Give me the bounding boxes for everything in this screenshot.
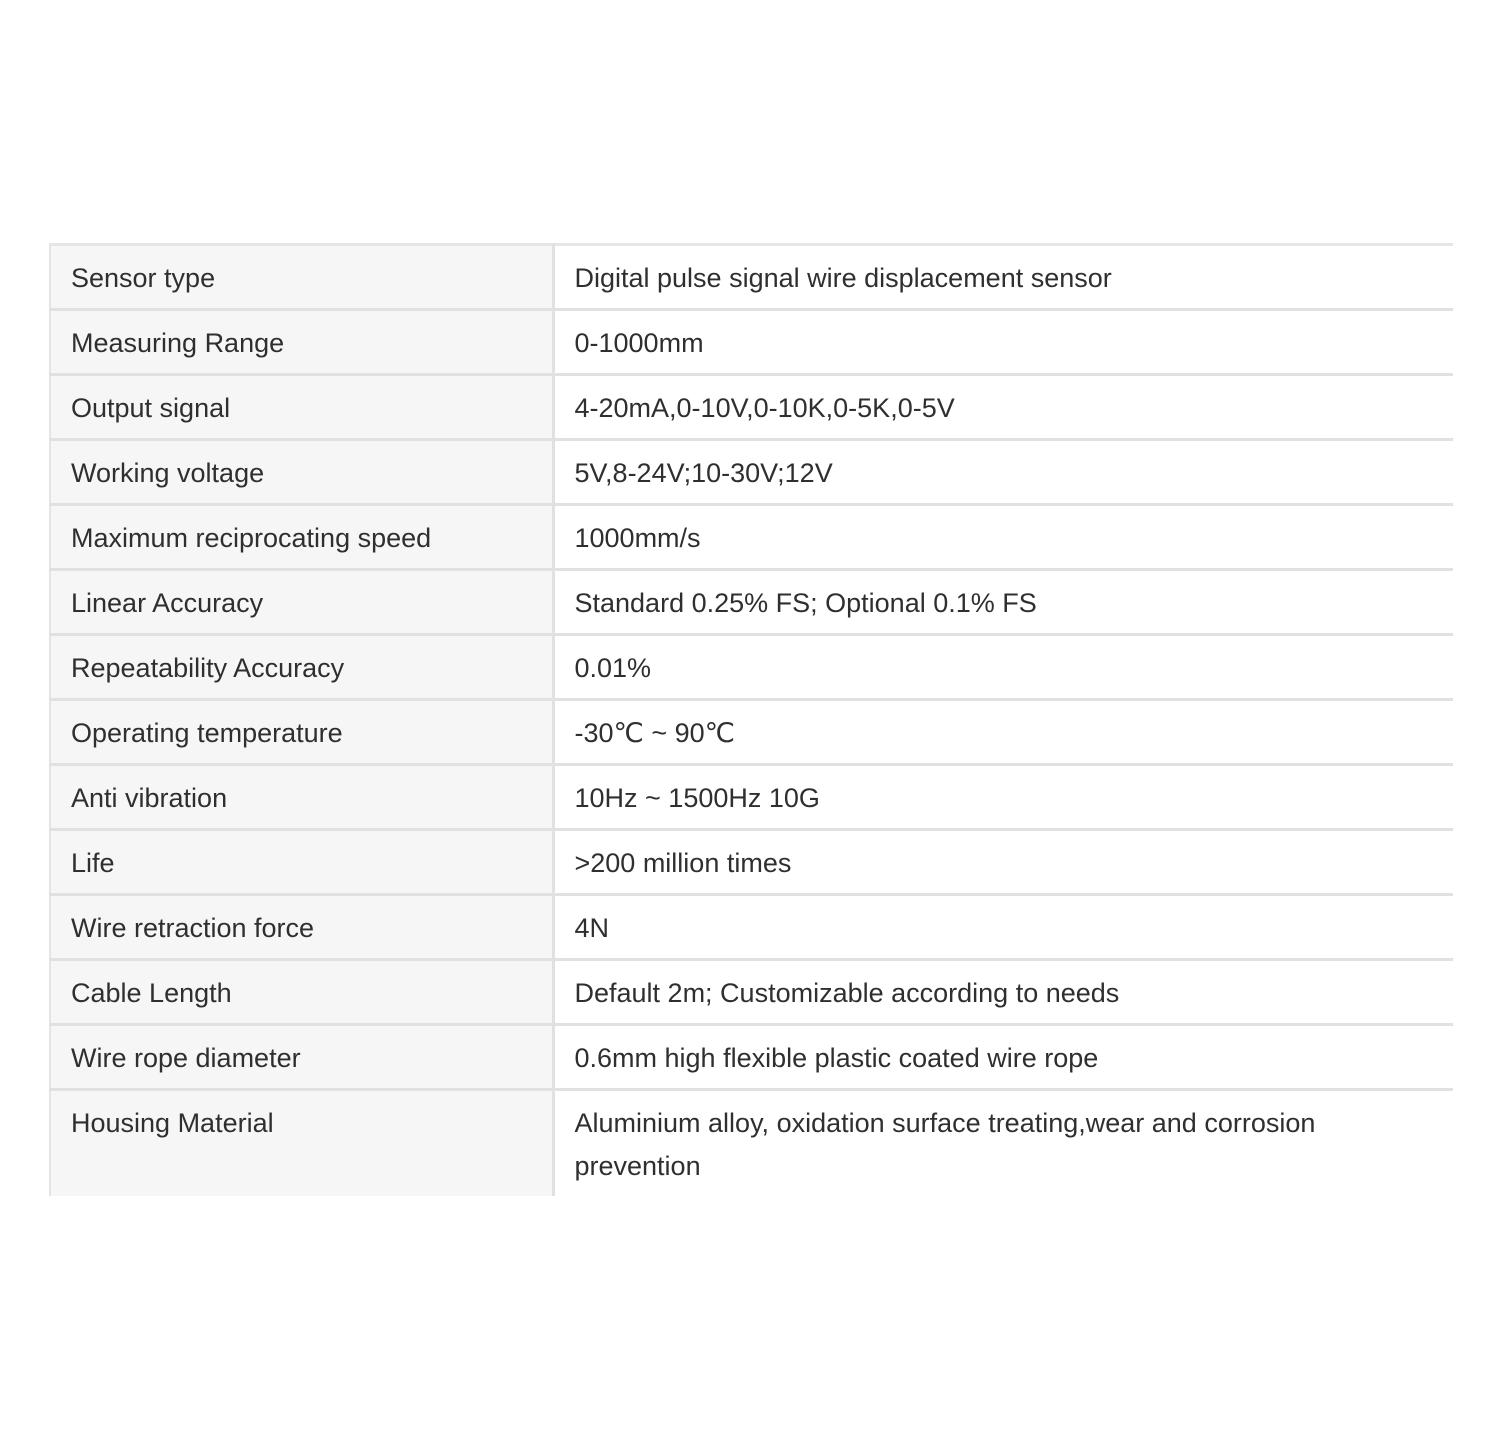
spec-label: Working voltage	[50, 440, 553, 505]
spec-label: Anti vibration	[50, 765, 553, 830]
spec-value: 1000mm/s	[553, 505, 1453, 570]
spec-label: Wire retraction force	[50, 895, 553, 960]
spec-label: Life	[50, 830, 553, 895]
spec-label: Measuring Range	[50, 310, 553, 375]
spec-label: Housing Material	[50, 1090, 553, 1196]
spec-value: Standard 0.25% FS; Optional 0.1% FS	[553, 570, 1453, 635]
spec-value: 10Hz ~ 1500Hz 10G	[553, 765, 1453, 830]
table-row	[50, 440, 1453, 505]
spec-label: Sensor type	[50, 245, 553, 310]
table-row	[50, 375, 1453, 440]
table-row	[50, 245, 1453, 310]
spec-value: -30℃ ~ 90℃	[553, 700, 1453, 765]
spec-label: Cable Length	[50, 960, 553, 1025]
table-row	[50, 570, 1453, 635]
spec-value: Digital pulse signal wire displacement sensor	[553, 245, 1453, 310]
spec-value: 5V,8-24V;10-30V;12V	[553, 440, 1453, 505]
spec-value: 0-1000mm	[553, 310, 1453, 375]
spec-value: 0.01%	[553, 635, 1453, 700]
spec-label: Maximum reciprocating speed	[50, 505, 553, 570]
table-row	[50, 830, 1453, 895]
spec-label: Repeatability Accuracy	[50, 635, 553, 700]
spec-label: Operating temperature	[50, 700, 553, 765]
spec-value: 0.6mm high flexible plastic coated wire rope	[553, 1025, 1453, 1090]
spec-table	[49, 243, 1453, 1196]
table-row	[50, 1090, 1453, 1196]
spec-label: Wire rope diameter	[50, 1025, 553, 1090]
spec-value: Aluminium alloy, oxidation surface treating,wear and corrosion prevention	[553, 1090, 1453, 1196]
spec-value: 4N	[553, 895, 1453, 960]
spec-label: Output signal	[50, 375, 553, 440]
table-row	[50, 960, 1453, 1025]
table-row	[50, 310, 1453, 375]
table-row	[50, 505, 1453, 570]
table-row	[50, 635, 1453, 700]
spec-label: Linear Accuracy	[50, 570, 553, 635]
table-row	[50, 765, 1453, 830]
table-row	[50, 700, 1453, 765]
spec-value: Default 2m; Customizable according to needs	[553, 960, 1453, 1025]
spec-value: 4-20mA,0-10V,0-10K,0-5K,0-5V	[553, 375, 1453, 440]
table-row	[50, 1025, 1453, 1090]
table-row	[50, 895, 1453, 960]
spec-value: >200 million times	[553, 830, 1453, 895]
